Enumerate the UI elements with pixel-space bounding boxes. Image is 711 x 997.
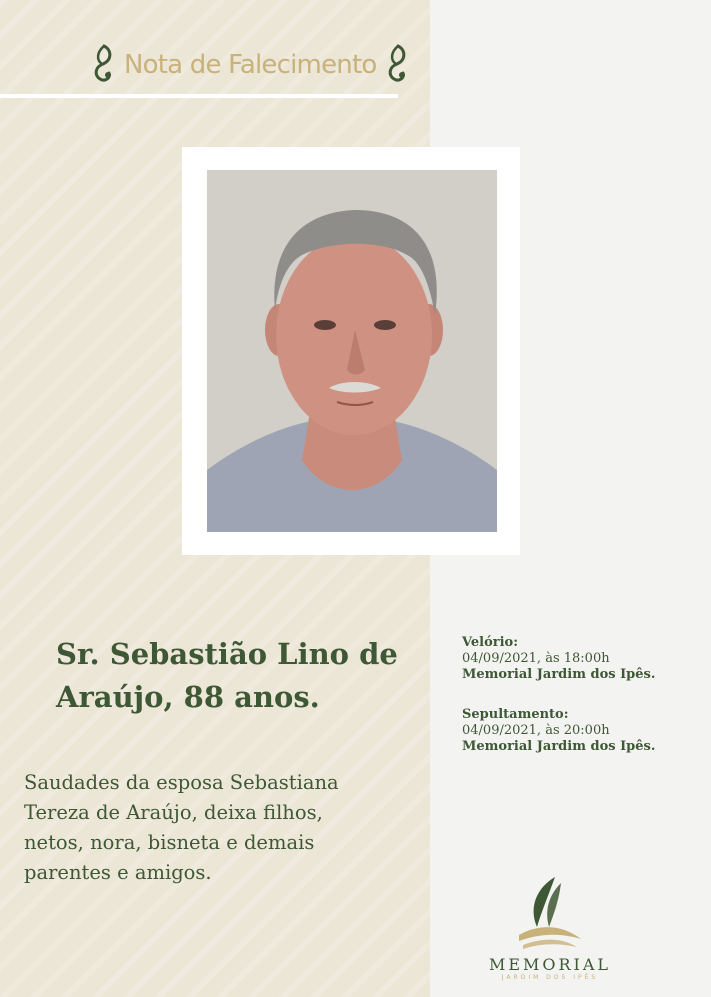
velorio-location: Memorial Jardim dos Ipês. xyxy=(462,667,656,682)
deceased-name xyxy=(56,633,416,719)
portrait-frame xyxy=(182,147,520,555)
leaf-ornament-icon xyxy=(88,42,118,88)
deceased-name-line1: Sr. Sebastião Lino de xyxy=(56,637,398,671)
message-line: Saudades da esposa Sebastiana xyxy=(24,771,339,794)
velorio-info xyxy=(462,635,702,683)
condolence-message xyxy=(24,768,424,888)
header-title: Nota de Falecimento xyxy=(124,50,377,80)
memorial-logo-icon xyxy=(515,875,585,953)
message-line: netos, nora, bisneta e demais xyxy=(24,831,315,854)
brand-name: MEMORIAL xyxy=(488,955,612,974)
message-line: parentes e amigos. xyxy=(24,861,212,884)
leaf-ornament-icon xyxy=(382,42,412,88)
sepultamento-location: Memorial Jardim dos Ipês. xyxy=(462,739,656,754)
sepultamento-info xyxy=(462,707,702,755)
message-line: Tereza de Araújo, deixa filhos, xyxy=(24,801,323,824)
sepultamento-label: Sepultamento: xyxy=(462,707,569,722)
deceased-name-line2: Araújo, 88 anos. xyxy=(56,680,320,714)
brand-subtitle: JARDIM DOS IPÊS xyxy=(501,974,599,981)
sepultamento-datetime: 04/09/2021, às 20:00h xyxy=(462,723,610,738)
velorio-datetime: 04/09/2021, às 18:00h xyxy=(462,651,610,666)
header xyxy=(88,40,433,90)
portrait-photo xyxy=(207,170,497,532)
header-divider xyxy=(0,94,398,98)
memorial-brand xyxy=(480,875,640,985)
velorio-label: Velório: xyxy=(462,635,519,650)
